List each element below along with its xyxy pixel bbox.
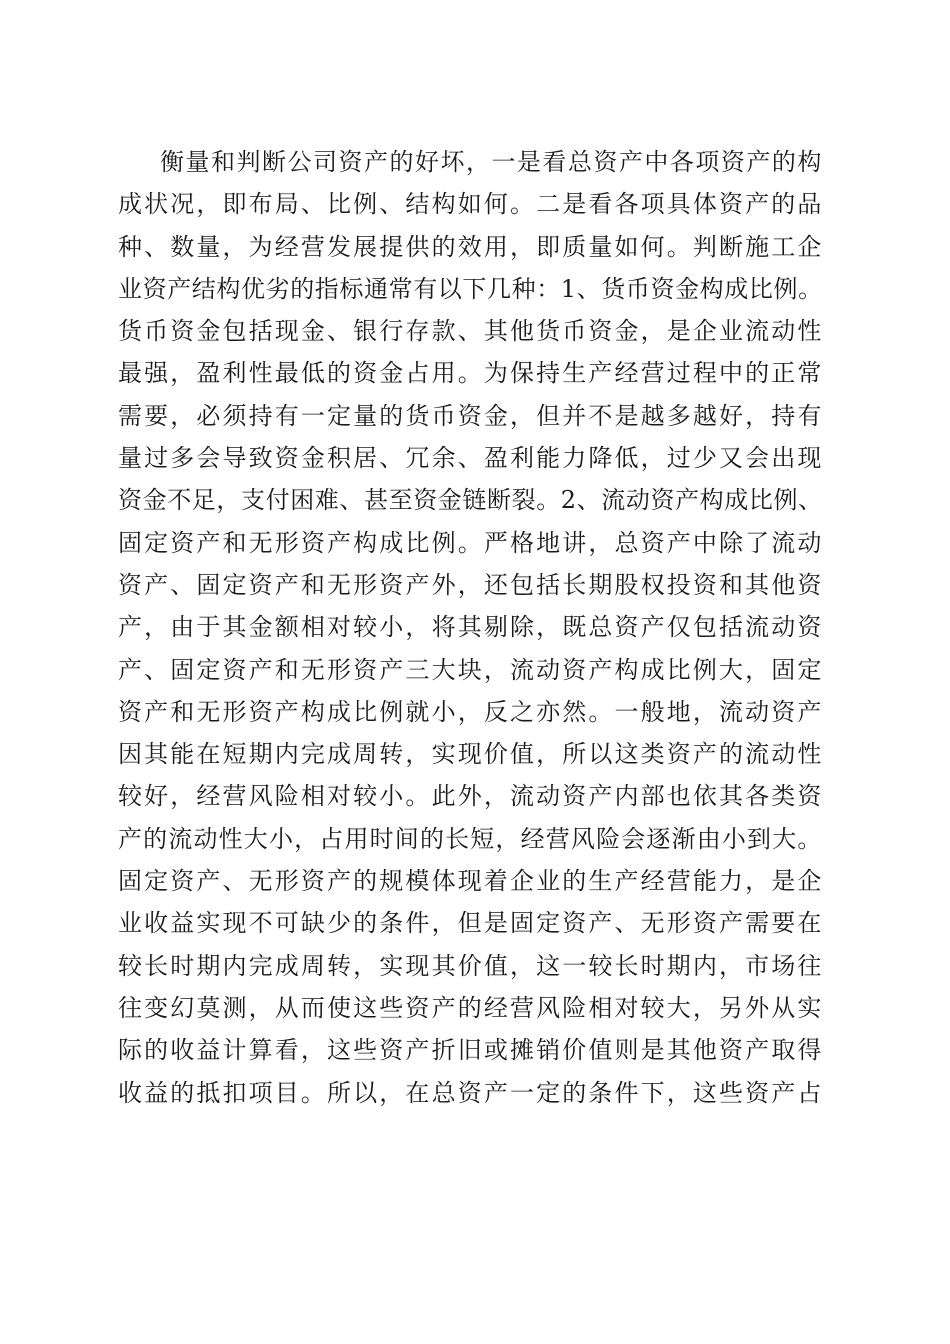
- text-line: 货币资金包括现金、银行存款、其他货币资金，是企业流动性: [118, 317, 822, 346]
- body-paragraph: [118, 141, 838, 1114]
- text-line: 业收益实现不可缺少的条件，但是固定资产、无形资产需要在: [118, 909, 822, 938]
- text-line: 种、数量，为经营发展提供的效用，即质量如何。判断施工企: [118, 232, 822, 261]
- text-line: 资产、固定资产和无形资产外，还包括长期股权投资和其他资: [118, 570, 822, 599]
- text-line: 业资产结构优劣的指标通常有以下几种：1、货币资金构成比例。: [118, 274, 823, 303]
- text-line: 因其能在短期内完成周转，实现价值，所以这类资产的流动性: [118, 740, 822, 769]
- text-line: 需要，必须持有一定量的货币资金，但并不是越多越好，持有: [118, 401, 822, 430]
- text-line: 产，由于其金额相对较小，将其剔除，既总资产仅包括流动资: [118, 613, 822, 642]
- text-line: 收益的抵扣项目。所以，在总资产一定的条件下，这些资产占: [118, 1078, 822, 1107]
- text-line: 成状况，即布局、比例、结构如何。二是看各项具体资产的品: [118, 190, 822, 219]
- text-line: 衡量和判断公司资产的好坏，一是看总资产中各项资产的构: [160, 148, 822, 176]
- text-line: 最强，盈利性最低的资金占用。为保持生产经营过程中的正常: [118, 359, 822, 388]
- text-line: 较长时期内完成周转，实现其价值，这一较长时期内，市场往: [118, 951, 822, 980]
- text-line: 资金不足，支付困难、甚至资金链断裂。2、流动资产构成比例、: [118, 486, 823, 515]
- text-line: 固定资产、无形资产的规模体现着企业的生产经营能力，是企: [118, 867, 822, 896]
- text-line: 往变幻莫测，从而使这些资产的经营风险相对较大，另外从实: [118, 993, 822, 1022]
- text-line: 资产和无形资产构成比例就小，反之亦然。一般地，流动资产: [118, 697, 822, 726]
- text-line: 固定资产和无形资产构成比例。严格地讲，总资产中除了流动: [118, 528, 822, 557]
- text-line: 量过多会导致资金积居、冗余、盈利能力降低，过少又会出现: [118, 444, 822, 473]
- text-line: 际的收益计算看，这些资产折旧或摊销价值则是其他资产取得: [118, 1036, 822, 1065]
- text-line: 较好，经营风险相对较小。此外，流动资产内部也依其各类资: [118, 782, 822, 811]
- text-line: 产、固定资产和无形资产三大块，流动资产构成比例大，固定: [118, 655, 822, 684]
- text-line: 产的流动性大小，占用时间的长短，经营风险会逐渐由小到大。: [118, 824, 822, 853]
